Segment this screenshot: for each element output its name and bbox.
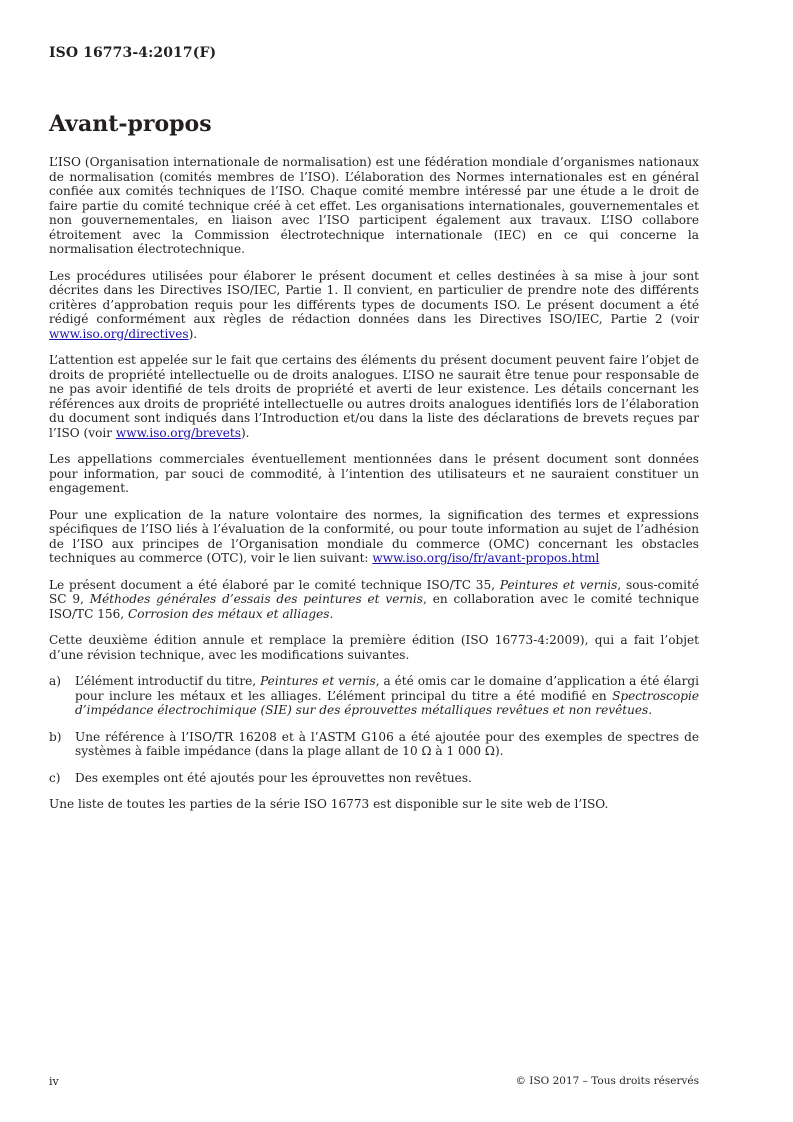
list-item: a) L’élément introductif du titre, Peintures et vernis, a été omis car le domaine d’application a été élargi pour inclure les métaux et les alliages. L’élément principal du titre a été modifié en Spectroscopie d’impédance électrochimique (SIE) sur des éprouvettes métalliques revêtues et non revêtues. bbox=[49, 674, 699, 717]
paragraph-2: Les procédures utilisées pour élaborer le présent document et celles destinées à sa mise à jour sont décrites dans les Directives ISO/IEC, Partie 1. Il convient, en particulier de prendre note des différents critères d’approbation requis pour les différents types de documents ISO. Le présent document a été rédigé conformément aux règles de rédaction données dans les Directives ISO/IEC, Partie 2 (voir www.iso.org/directives). bbox=[49, 268, 699, 341]
paragraph-7: Cette deuxième édition annule et remplace la première édition (ISO 16773-4:2009), qui a fait l’objet d’une révision technique, avec les modifications suivantes. bbox=[49, 633, 699, 662]
paragraph-6: Le présent document a été élaboré par le comité technique ISO/TC 35, Peintures et vernis, sous-comité SC 9, Méthodes générales d’essais des peintures et vernis, en collaboration avec le comité technique ISO/TC 156, Corrosion des métaux et alliages. bbox=[49, 577, 699, 621]
list-marker: a) bbox=[49, 674, 61, 688]
foreword-body bbox=[49, 155, 699, 824]
directives-link[interactable]: www.iso.org/directives bbox=[49, 326, 189, 341]
avant-propos-link[interactable]: www.iso.org/iso/fr/avant-propos.html bbox=[372, 551, 600, 565]
list-marker: c) bbox=[49, 770, 61, 785]
paragraph-5: Pour une explication de la nature volontaire des normes, la signification des termes et expressions spécifiques de l’ISO liés à l’évaluation de la conformité, ou pour toute information au sujet de l’adhésion de l’ISO aux principes de l’Organisation mondiale du commerce (OMC) concernant les obstacles techniques au commerce (OTC), voir le lien suivant: www.iso.org/iso/fr/avant-propos.html bbox=[49, 507, 699, 565]
list-marker: b) bbox=[49, 729, 62, 744]
brevets-link[interactable]: www.iso.org/brevets bbox=[115, 425, 241, 440]
page-title: Avant-propos bbox=[49, 111, 212, 137]
paragraph-1: L’ISO (Organisation internationale de normalisation) est une fédération mondiale d’organismes nationaux de normalisation (comités membres de l’ISO). L’élaboration des Normes internationales est en général confiée aux comités techniques de l’ISO. Chaque comité membre intéressé par une étude a le droit de faire partie du comité technique créé à cet effet. Les organisations internationales, gouvernementales et non gouvernementales, en liaison avec l’ISO participent également aux travaux. L’ISO collabore étroitement avec la Commission électrotechnique internationale (IEC) en ce qui concerne la normalisation électrotechnique. bbox=[49, 155, 699, 256]
paragraph-4: Les appellations commerciales éventuellement mentionnées dans le présent document sont données pour information, par souci de commodité, à l’intention des utilisateurs et ne sauraient constituer un engagement. bbox=[49, 452, 699, 495]
copyright-notice: © ISO 2017 – Tous droits réservés bbox=[515, 1075, 699, 1087]
changes-list bbox=[49, 674, 699, 785]
paragraph-8: Une liste de toutes les parties de la série ISO 16773 est disponible sur le site web de l’ISO. bbox=[49, 797, 609, 811]
document-id: ISO 16773-4:2017(F) bbox=[49, 45, 217, 61]
list-item: c) Des exemples ont été ajoutés pour les éprouvettes non revêtues. bbox=[49, 770, 472, 785]
list-item: b) Une référence à l’ISO/TR 16208 et à l’ASTM G106 a été ajoutée pour des exemples de spectres de systèmes à faible impédance (dans la plage allant de 10 Ω à 1 000 Ω). bbox=[49, 729, 699, 758]
page-number: iv bbox=[49, 1075, 59, 1088]
paragraph-3: L’attention est appelée sur le fait que certains des éléments du présent document peuvent faire l’objet de droits de propriété intellectuelle ou de droits analogues. L’ISO ne saurait être tenue pour responsable de ne pas avoir identifié de tels droits de propriété et averti de leur existence. Les détails concernant les références aux droits de propriété intellectuelle ou autres droits analogues identifiés lors de l’élaboration du document sont indiqués dans l’Introduction et/ou dans la liste des déclarations de brevets reçues par l’ISO (voir www.iso.org/brevets). bbox=[49, 353, 699, 440]
